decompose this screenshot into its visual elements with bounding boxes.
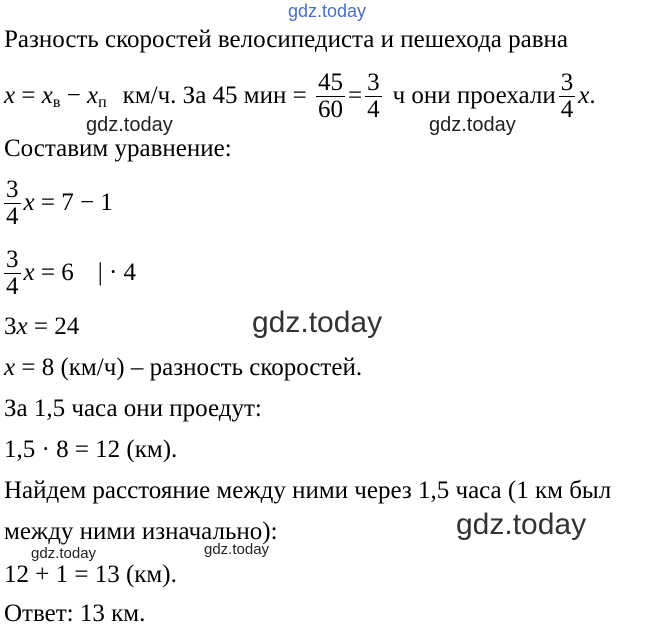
answer-line: Ответ: 13 км.	[4, 600, 146, 627]
fraction-45-60	[316, 70, 345, 123]
equation-2	[4, 245, 136, 301]
var-x: x	[23, 259, 35, 286]
watermark-top: gdz.today	[288, 1, 367, 21]
fraction-3-4	[4, 247, 21, 300]
fraction-3-4	[365, 70, 382, 123]
distance-statement: Найдем расстояние между ними через 1,5 часа (1 км был	[4, 477, 612, 504]
equation-rest: = 7 − 1	[34, 189, 113, 216]
subscript-p: п	[98, 94, 107, 111]
watermark-lower-center: gdz.today	[204, 541, 270, 558]
var-x-pedestrian: x	[87, 82, 99, 109]
distance-statement-continued: между ними изначально):	[4, 518, 278, 545]
var-x: x	[4, 82, 16, 109]
watermark-middle: gdz.today	[252, 306, 383, 339]
fraction-numerator: 3	[6, 175, 19, 203]
minus-sign: −	[60, 82, 87, 109]
watermark-line2-right: gdz.today	[429, 114, 516, 136]
equals-sign-2: =	[347, 82, 363, 109]
fraction-numerator: 3	[367, 68, 380, 96]
var-x-traveled: x	[578, 82, 590, 109]
fraction-3-4	[4, 177, 21, 230]
var-x: x	[4, 354, 16, 381]
final-calculation: 12 + 1 = 13 (км).	[4, 561, 177, 588]
multiply-note: | · 4	[97, 259, 137, 286]
fraction-denominator: 4	[367, 95, 380, 123]
watermark-lower-right: gdz.today	[456, 508, 587, 541]
fraction-numerator: 3	[6, 245, 19, 273]
watermark-line2-left: gdz.today	[86, 114, 173, 136]
equation-1	[4, 175, 113, 231]
var-x: x	[23, 189, 35, 216]
coefficient: 3	[4, 313, 17, 340]
fraction-denominator: 4	[6, 272, 19, 300]
intro-line: Разность скоростей велосипедиста и пешехода равна	[4, 26, 569, 53]
var-x: x	[16, 313, 28, 340]
equals-sign: =	[15, 82, 42, 109]
subscript-v: в	[52, 94, 61, 111]
distance-calculation: 1,5 · 8 = 12 (км).	[4, 436, 178, 463]
fraction-3-4-traveled	[559, 70, 576, 123]
var-x-bicycle: x	[41, 82, 53, 109]
compose-equation-heading: Составим уравнение:	[4, 135, 232, 162]
equation-rest: = 8 (км/ч) – разность скоростей.	[15, 354, 363, 381]
fraction-numerator: 45	[317, 68, 343, 96]
time-text: . За 45 мин =	[170, 82, 313, 109]
equation-3	[4, 313, 79, 341]
equation-4	[4, 354, 362, 382]
period: .	[589, 82, 596, 109]
traveled-text: ч они проехали	[392, 82, 556, 109]
equation-rest: = 24	[27, 313, 80, 340]
fraction-numerator: 3	[560, 68, 574, 96]
fraction-denominator: 4	[6, 202, 19, 230]
unit-kmh: км/ч	[122, 82, 171, 109]
fraction-denominator: 60	[317, 95, 343, 123]
equation-rest: = 6	[34, 259, 74, 286]
fraction-denominator: 4	[560, 95, 574, 123]
watermark-lower-left: gdz.today	[31, 545, 97, 562]
time-statement: За 1,5 часа они проедут:	[4, 395, 262, 422]
